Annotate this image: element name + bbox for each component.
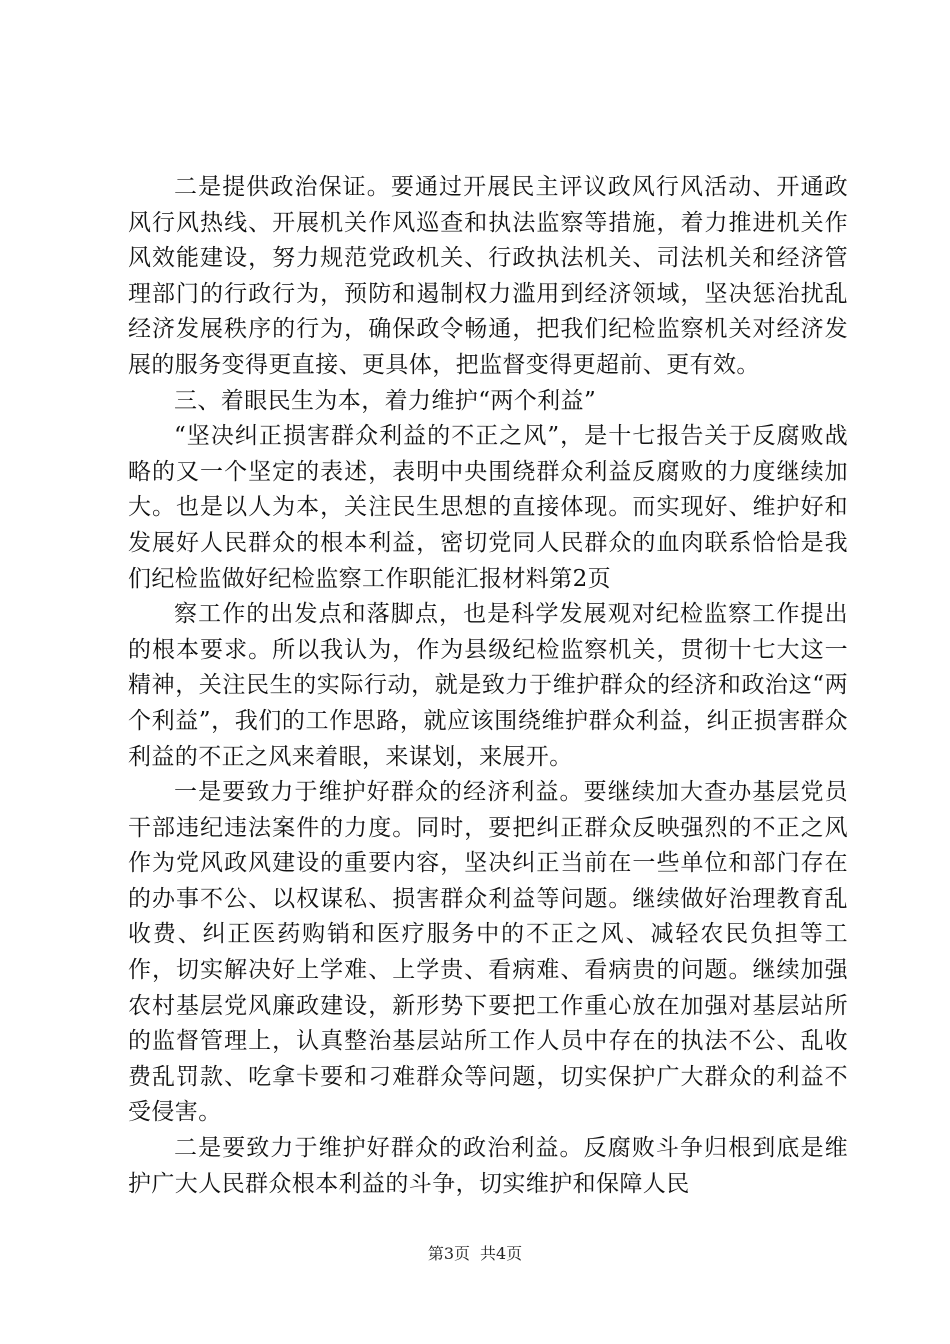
page-number-total: 共4页 [480,1244,523,1263]
paragraph-political-guarantee: 二是提供政治保证。要通过开展民主评议政风行风活动、开通政风行风热线、开展机关作风巡查和执法监察等措施，着力推进机关作风效能建设，努力规范党政机关、行政执法机关、司法机关和经济管理部门的行政行为，预防和遏制权力滥用到经济领域，坚决惩治扰乱经济发展秩序的行为，确保政令畅通，把我们纪检监察机关对经济发展的服务变得更直接、更具体，把监督变得更超前、更有效。 [128,174,848,378]
paragraph-correct-unhealthy-practices: “坚决纠正损害群众利益的不正之风”，是十七报告关于反腐败战略的又一个坚定的表述，表明中央围绕群众利益反腐败的力度继续加大。也是以人为本，关注民生思想的直接体现。而实现好、维护好和发展好人民群众的根本利益，密切党同人民群众的血肉联系恰恰是我们纪检监做好纪检监察工作职能汇报材料第2页 [128,423,848,592]
paragraph-political-interests: 二是要致力于维护好群众的政治利益。反腐败斗争归根到底是维护广大人民群众根本利益的斗争，切实维护和保障人民 [128,1135,848,1197]
document-body [128,170,848,1202]
paragraph-work-starting-point: 察工作的出发点和落脚点，也是科学发展观对纪检监察工作提出的根本要求。所以我认为，作为县级纪检监察机关，贯彻十七大这一精神，关注民生的实际行动，就是致力于维护群众的经济和政治这“两个利益”，我们的工作思路，就应该围绕维护群众利益，纠正损害群众利益的不正之风来着眼，来谋划，来展开。 [128,601,848,770]
paragraph-economic-interests: 一是要致力于维护好群众的经济利益。要继续加大查办基层党员干部违纪违法案件的力度。同时，要把纠正群众反映强烈的不正之风作为党风政风建设的重要内容，坚决纠正当前在一些单位和部门存在的办事不公、以权谋私、损害群众利益等问题。继续做好治理教育乱收费、纠正医药购销和医疗服务中的不正之风、减轻农民负担等工作，切实解决好上学难、上学贵、看病难、看病贵的问题。继续加强农村基层党风廉政建设，新形势下要把工作重心放在加强对基层站所的监督管理上，认真整治基层站所工作人员中存在的执法不公、乱收费乱罚款、吃拿卡要和刁难群众等问题，切实保护广大群众的利益不受侵害。 [128,779,848,1126]
section-heading-three: 三、着眼民生为本，着力维护“两个利益” [174,387,597,414]
page-footer [0,1244,950,1264]
page-number-current: 第3页 [427,1244,470,1263]
